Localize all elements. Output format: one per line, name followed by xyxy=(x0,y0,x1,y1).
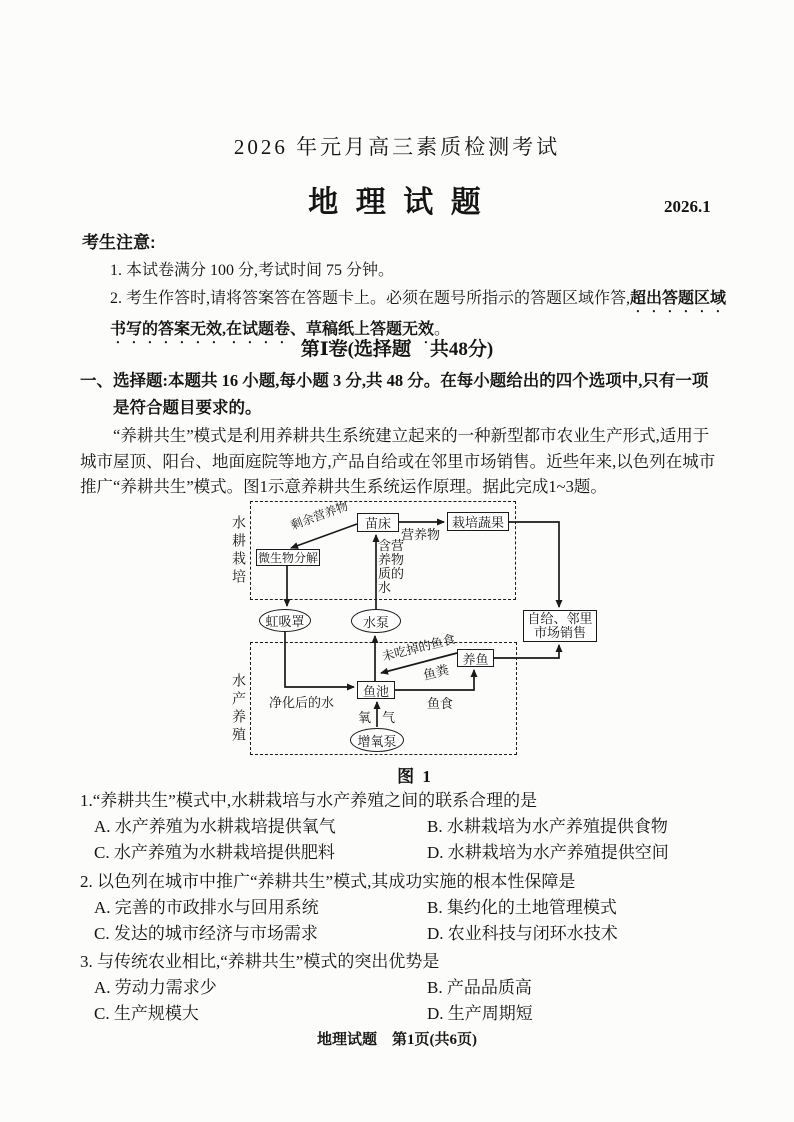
oxygen-label-right: 气 xyxy=(382,710,396,725)
figure-1-caption: 图 1 xyxy=(397,767,433,786)
notice-heading: 考生注意: xyxy=(82,233,156,252)
nutrients-flow-label: 营养物 xyxy=(401,527,441,542)
question-1-stem: 1.“养耕共生”模式中,水耕栽培与水产养殖之间的联系合理的是 xyxy=(80,791,538,810)
question-3-stem: 3. 与传统农业相比,“养耕共生”模式的突出优势是 xyxy=(80,952,440,971)
oxygen-label-left: 氧 xyxy=(358,710,372,725)
fish-pond-node: 鱼池 xyxy=(357,681,395,699)
question-3 xyxy=(80,949,724,1027)
uneaten-fish-feed-label: 未吃掉的鱼食 xyxy=(380,632,457,664)
question-2-option-b: B. 集约化的土地管理模式 xyxy=(427,898,617,917)
notice-item-2-emphasis-2: 书写的答案无效,在试题卷、草稿纸上答题无效 xyxy=(110,321,435,338)
aerator-pump-node: 增氧泵 xyxy=(350,728,404,752)
notice-item-2-period: 。 xyxy=(434,321,451,338)
surplus-nutrients-flow-label: 剩余营养物 xyxy=(288,498,350,533)
market-sales-node: 自给、邻里市场销售 xyxy=(523,610,597,642)
question-2-option-a: A. 完善的市政排水与回用系统 xyxy=(94,898,319,917)
fish-raising-node: 养鱼 xyxy=(457,649,494,667)
question-1-option-a: A. 水产养殖为水耕栽培提供氧气 xyxy=(94,817,336,836)
question-2-options xyxy=(80,895,724,947)
exam-session-title: 2026 年元月高三素质检测考试 xyxy=(233,135,561,159)
question-3-option-c: C. 生产规模大 xyxy=(94,1004,199,1023)
question-2-option-c: C. 发达的城市经济与市场需求 xyxy=(94,924,318,943)
question-3-option-d: D. 生产周期短 xyxy=(427,1004,533,1023)
notice-item-2-text: 2. 考生作答时,请将答案答在答题卡上。必须在题号所指示的答题区域作答, xyxy=(110,290,631,307)
question-2 xyxy=(80,869,724,947)
question-1 xyxy=(80,788,724,866)
multiple-choice-instructions: 一、选择题:本题共 16 小题,每小题 3 分,共 48 分。在每小题给出的四个选项中,只有一项是符合题目要求的。 xyxy=(80,371,709,417)
question-3-options xyxy=(80,975,724,1027)
question-1-option-d: D. 水耕栽培为水产养殖提供空间 xyxy=(427,843,669,862)
subject-title: 地 理 试 题 xyxy=(308,186,486,219)
question-2-option-d: D. 农业科技与闭环水技术 xyxy=(427,924,618,943)
hydroponics-zone-label: 水耕栽培 xyxy=(230,515,245,587)
reading-passage: “养耕共生”模式是利用养耕共生系统建立起来的一种新型都市农业生产形式,适用于城市屋顶、阳台、地面庭院等地方,产品自给或在邻里市场销售。近些年来,以色列在城市推广“养耕共生”模式。图1示意养耕共生系统运作原理。据此完成1~3题。 xyxy=(80,426,716,496)
notice-item-2-emphasis-1: 超出答题区域 xyxy=(630,290,727,307)
question-1-option-c: C. 水产养殖为水耕栽培提供肥料 xyxy=(94,843,335,862)
aquaponics-system-diagram xyxy=(225,497,605,792)
water-pump-node: 水泵 xyxy=(351,609,401,633)
siphon-cover-node: 虹吸罩 xyxy=(259,609,311,632)
seedbed-node: 苗床 xyxy=(357,513,399,532)
question-1-option-b: B. 水耕栽培为水产养殖提供食物 xyxy=(427,817,668,836)
page-footer: 地理试题 第1页(共6页) xyxy=(317,1032,477,1048)
nutrient-rich-water-label: 含营养物质的水 xyxy=(378,538,405,595)
notice-item-1: 1. 本试卷满分 100 分,考试时间 75 分钟。 xyxy=(110,262,395,279)
purified-water-label: 净化后的水 xyxy=(269,695,335,710)
question-3-option-a: A. 劳动力需求少 xyxy=(94,978,217,997)
fish-feed-label: 鱼食 xyxy=(427,696,454,711)
exam-date-label: 2026.1 xyxy=(664,197,711,216)
volume-one-header: 第Ⅰ卷(选择题 共48分) xyxy=(300,339,494,360)
fish-waste-label: 鱼粪 xyxy=(421,661,451,683)
aquaculture-zone-label: 水产养殖 xyxy=(230,673,245,745)
question-2-stem: 2. 以色列在城市中推广“养耕共生”模式,其成功实施的根本性保障是 xyxy=(80,872,576,891)
question-3-option-b: B. 产品品质高 xyxy=(427,978,532,997)
microbial-decomposition-node: 微生物分解 xyxy=(257,551,318,565)
notice-item-2-line-1 xyxy=(110,285,726,316)
cultivated-produce-node: 栽培蔬果 xyxy=(447,512,509,531)
question-1-options xyxy=(80,814,724,866)
